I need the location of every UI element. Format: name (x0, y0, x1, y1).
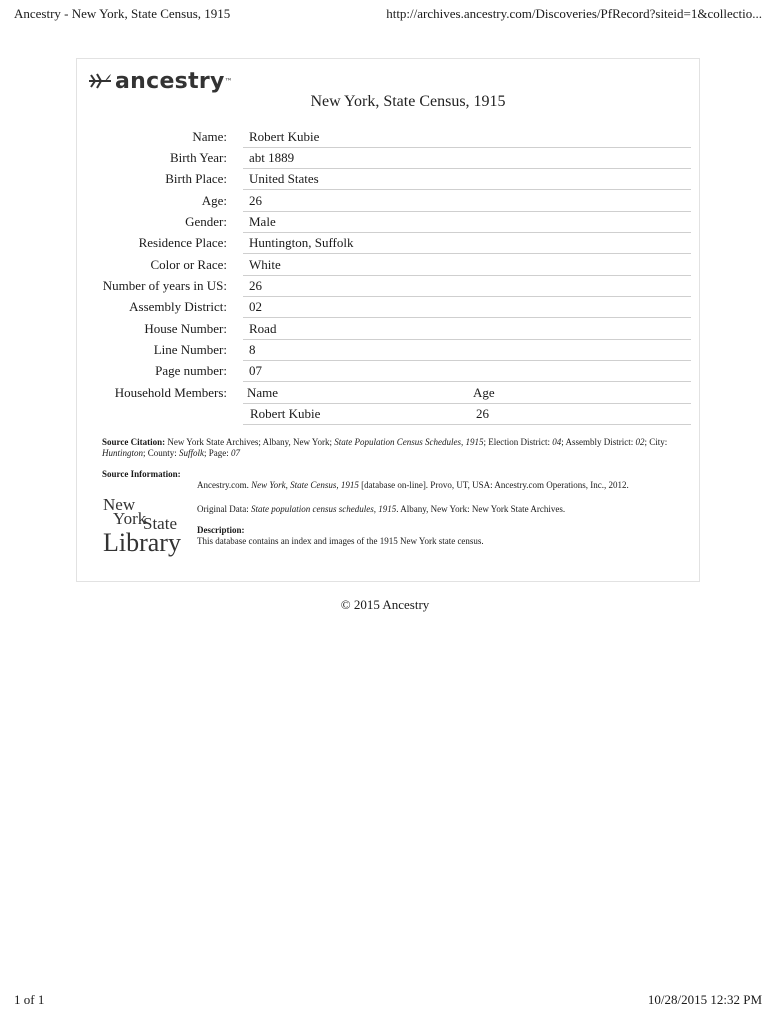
field-row-color-or-race (77, 255, 697, 276)
source-citation-label: Source Citation: (102, 437, 166, 447)
household-member-name: Robert Kubie (250, 406, 321, 421)
household-member-age: 26 (476, 406, 489, 421)
household-header-row (77, 383, 697, 404)
print-footer (14, 992, 762, 1010)
citation-text: ; City: (644, 437, 668, 447)
citation-text: ; Assembly District: (561, 437, 636, 447)
citation-text: ; Page: (204, 448, 232, 458)
field-row-age (77, 191, 697, 212)
source-info-text: . Albany, New York: New York State Archives. (396, 504, 566, 514)
citation-text: ; Election District: (483, 437, 553, 447)
household-col-name: Name (247, 385, 279, 400)
new-york-state-library-logo (101, 493, 193, 557)
field-value: 07 (249, 363, 262, 378)
citation-italic: Suffolk (179, 448, 205, 458)
field-row-residence-place (77, 233, 697, 254)
source-info-italic: State population census schedules, 1915 (250, 504, 397, 514)
field-row-birth-place (77, 169, 697, 190)
row-divider (243, 424, 691, 425)
field-row-page-number (77, 361, 697, 382)
record-title: New York, State Census, 1915 (310, 93, 506, 110)
source-info-text: Original Data: (197, 504, 251, 514)
field-label: Birth Year: (169, 150, 227, 165)
print-datetime: 10/28/2015 12:32 PM (647, 992, 762, 1007)
print-header-title: Ancestry - New York, State Census, 1915 (14, 6, 231, 21)
nysl-logo-line1: New (103, 495, 136, 514)
source-information-line2 (197, 504, 677, 516)
field-label: Birth Place: (165, 171, 227, 186)
source-info-italic: New York, State Census, 1915 (251, 480, 359, 490)
field-label: Line Number: (153, 342, 227, 357)
field-row-birth-year (77, 148, 697, 169)
field-value: Robert Kubie (249, 129, 320, 144)
copyright: © 2015 Ancestry (340, 597, 430, 612)
print-header-url: http://archives.ancestry.com/Discoveries/PfRecord?siteid=1&collectio... (386, 6, 762, 21)
field-value: White (249, 257, 281, 272)
field-label: Age: (201, 193, 227, 208)
field-row-years-in-us (77, 276, 697, 297)
field-label: House Number: (144, 321, 227, 336)
citation-text: New York State Archives; Albany, New York; (165, 437, 335, 447)
household-member-row (77, 404, 697, 425)
household-col-age: Age (473, 385, 495, 400)
source-information-line1 (197, 480, 677, 492)
row-divider (243, 317, 691, 318)
description-text: This database contains an index and images of the 1915 New York state census. (197, 536, 484, 546)
record-card (76, 58, 700, 582)
source-info-text: [database on-line]. Provo, UT, USA: Ancestry.com Operations, Inc., 2012. (358, 480, 629, 490)
field-row-name (77, 127, 697, 148)
field-label: Gender: (185, 214, 227, 229)
field-value: 8 (249, 342, 256, 357)
citation-text: ; County: (143, 448, 180, 458)
ancestry-logo-tm: ™ (224, 76, 233, 86)
citation-italic: Huntington (102, 448, 144, 458)
field-row-house-number (77, 319, 697, 340)
ancestry-leaf-icon (87, 70, 113, 92)
field-label: Number of years in US: (102, 278, 227, 293)
field-label: Page number: (155, 363, 227, 378)
field-value: United States (249, 171, 319, 186)
field-label: Color or Race: (150, 257, 227, 272)
field-label: Residence Place: (138, 235, 227, 250)
field-row-assembly-district (77, 297, 697, 318)
field-value: abt 1889 (249, 150, 295, 165)
source-info-text: Ancestry.com. (197, 480, 252, 490)
nysl-logo-line2: York (113, 509, 147, 528)
field-value: Road (249, 321, 277, 336)
description-label: Description: (197, 525, 245, 535)
field-label: Assembly District: (129, 299, 227, 314)
citation-italic: State Population Census Schedules, 1915 (334, 437, 484, 447)
citation-italic: 02 (635, 437, 645, 447)
field-value: 26 (249, 193, 262, 208)
source-information-label: Source Information: (102, 469, 181, 479)
row-divider (243, 253, 691, 254)
source-citation (102, 437, 682, 459)
page-count: 1 of 1 (14, 992, 45, 1007)
row-divider (243, 381, 691, 382)
household-label: Household Members: (114, 385, 227, 400)
field-value: Huntington, Suffolk (249, 235, 354, 250)
field-row-line-number (77, 340, 697, 361)
nysl-logo-line3: State (143, 514, 177, 533)
field-value: 26 (249, 278, 262, 293)
ancestry-logo-text: ancestry (115, 68, 225, 94)
print-header (14, 6, 762, 24)
row-divider (243, 189, 691, 190)
citation-italic: 07 (231, 448, 241, 458)
citation-italic: 04 (552, 437, 562, 447)
field-row-gender (77, 212, 697, 233)
field-value: 02 (249, 299, 262, 314)
field-value: Male (249, 214, 276, 229)
field-label: Name: (192, 129, 227, 144)
nysl-logo-line4: Library (103, 528, 181, 557)
